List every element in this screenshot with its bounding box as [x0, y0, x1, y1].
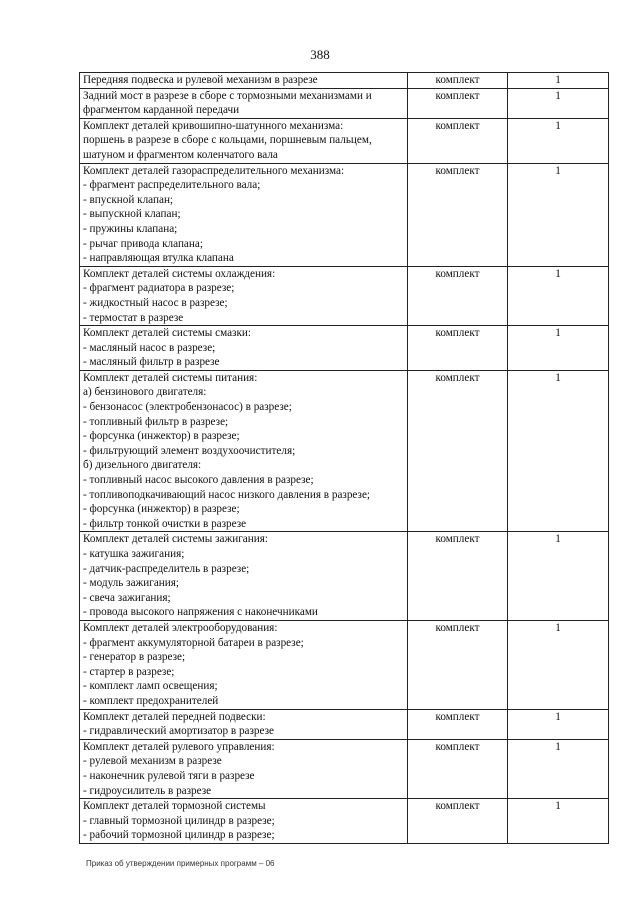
item-description-cell [80, 88, 408, 118]
item-line: - гидроусилитель в разрезе [83, 784, 212, 797]
quantity-cell: 1 [508, 266, 609, 325]
unit-cell: комплект [408, 163, 508, 266]
item-line: Задний мост в разрезе в сборе с тормозными механизмами и [83, 89, 372, 102]
item-line: - пружины клапана; [83, 222, 178, 235]
item-line: шатуном и фрагментом коленчатого вала [83, 148, 278, 161]
item-description-cell [80, 620, 408, 709]
item-line: поршень в разрезе в сборе с кольцами, поршневым пальцем, [83, 134, 372, 147]
unit-cell: комплект [408, 88, 508, 118]
equipment-table [79, 72, 609, 844]
item-line: - топливный фильтр в разрезе; [83, 415, 229, 428]
item-line: - форсунка (инжектор) в разрезе; [83, 430, 240, 443]
unit-cell: комплект [408, 118, 508, 163]
item-line: Передняя подвеска и рулевой механизм в разрезе [83, 74, 318, 86]
table-row [80, 799, 609, 844]
item-line: - комплект ламп освещения; [83, 680, 218, 693]
item-line: Комплект деталей системы смазки: [83, 327, 252, 340]
item-line: - фильтр тонкой очистки в разрезе [83, 517, 247, 530]
quantity-cell: 1 [508, 163, 609, 266]
item-description-cell [80, 709, 408, 739]
table-row [80, 326, 609, 371]
item-line: - генератор в разрезе; [83, 651, 186, 664]
item-line: Комплект деталей передней подвески: [83, 710, 266, 723]
unit-cell: комплект [408, 709, 508, 739]
item-line: - топливоподкачивающий насос низкого давления в разрезе; [83, 488, 371, 501]
item-line: - стартер в разрезе; [83, 665, 175, 678]
table-row [80, 739, 609, 798]
unit-cell: комплект [408, 73, 508, 89]
quantity-cell: 1 [508, 88, 609, 118]
quantity-cell: 1 [508, 73, 609, 89]
item-line: - термостат в разрезе [83, 311, 184, 324]
item-line: - фрагмент аккумуляторной батареи в разрезе; [83, 636, 304, 649]
unit-cell: комплект [408, 370, 508, 532]
item-line: Комплект деталей системы охлаждения: [83, 267, 276, 280]
item-line: - рычаг привода клапана; [83, 237, 203, 250]
item-line: фрагментом карданной передачи [83, 104, 240, 117]
item-line: - гидравлический амортизатор в разрезе [83, 725, 275, 738]
item-description-cell [80, 532, 408, 621]
table-row [80, 88, 609, 118]
item-line: - рабочий тормозной цилиндр в разрезе; [83, 829, 275, 842]
unit-cell: комплект [408, 739, 508, 798]
item-line: - модуль зажигания; [83, 577, 180, 590]
footer-note: Приказ об утверждении примерных программ – 06 [86, 859, 275, 868]
item-line: - выпускной клапан; [83, 208, 181, 221]
item-line: - впускной клапан; [83, 193, 174, 206]
unit-cell: комплект [408, 326, 508, 371]
item-description-cell [80, 266, 408, 325]
item-line: Комплект деталей рулевого управления: [83, 740, 275, 753]
page-number: 388 [310, 47, 330, 62]
quantity-cell: 1 [508, 620, 609, 709]
item-line: - свеча зажигания; [83, 591, 171, 604]
item-line: - масляный насос в разрезе; [83, 341, 216, 354]
item-line: - масляный фильтр в разрезе [83, 356, 220, 369]
quantity-cell: 1 [508, 118, 609, 163]
item-line: - фильтрующий элемент воздухоочистителя; [83, 444, 296, 457]
item-line: - жидкостный насос в разрезе; [83, 296, 228, 309]
table-row [80, 620, 609, 709]
item-description-cell [80, 73, 408, 89]
item-line: - наконечник рулевой тяги в разрезе [83, 769, 255, 782]
unit-cell: комплект [408, 266, 508, 325]
table-row [80, 370, 609, 532]
item-line: - топливный насос высокого давления в разрезе; [83, 474, 314, 487]
item-description-cell [80, 799, 408, 844]
item-line: Комплект деталей электрооборудования: [83, 621, 278, 634]
item-line: - катушка зажигания; [83, 548, 185, 560]
item-description-cell [80, 370, 408, 532]
unit-cell: комплект [408, 532, 508, 621]
table-row [80, 163, 609, 266]
unit-cell: комплект [408, 620, 508, 709]
item-description-cell [80, 739, 408, 798]
item-line: Комплект деталей системы питания: [83, 371, 258, 384]
item-line: Комплект деталей кривошипно-шатунного механизма: [83, 119, 344, 132]
item-description-cell [80, 163, 408, 266]
item-line: - бензонасос (электробензонасос) в разрезе; [83, 401, 292, 414]
item-line: - провода высокого напряжения с наконечниками [83, 606, 318, 619]
item-line: - главный тормозной цилиндр в разрезе; [83, 814, 275, 827]
item-line: Комплект деталей тормозной системы [83, 800, 266, 813]
item-line: а) бензинового двигателя: [83, 386, 207, 399]
table-row [80, 709, 609, 739]
item-line: - направляющая втулка клапана [83, 252, 234, 265]
quantity-cell: 1 [508, 370, 609, 532]
item-description-cell [80, 326, 408, 371]
table-row [80, 73, 609, 89]
item-description-cell [80, 118, 408, 163]
unit-cell: комплект [408, 799, 508, 844]
quantity-cell: 1 [508, 326, 609, 371]
item-line: - рулевой механизм в разрезе [83, 755, 222, 768]
item-line: - фрагмент распределительного вала; [83, 179, 261, 192]
item-line: Комплект деталей газораспределительного механизма: [83, 164, 345, 177]
quantity-cell: 1 [508, 532, 609, 621]
table-row [80, 266, 609, 325]
table-row [80, 118, 609, 163]
quantity-cell: 1 [508, 709, 609, 739]
equipment-table-body [80, 73, 609, 844]
item-line: - фрагмент радиатора в разрезе; [83, 282, 235, 295]
item-line: б) дизельного двигателя: [83, 459, 202, 472]
item-line: - форсунка (инжектор) в разрезе; [83, 503, 240, 516]
item-line: - комплект предохранителей [83, 694, 219, 707]
item-line: - датчик-распределитель в разрезе; [83, 562, 250, 575]
table-row [80, 532, 609, 621]
item-line: Комплект деталей системы зажигания: [83, 533, 269, 546]
quantity-cell: 1 [508, 739, 609, 798]
quantity-cell: 1 [508, 799, 609, 844]
